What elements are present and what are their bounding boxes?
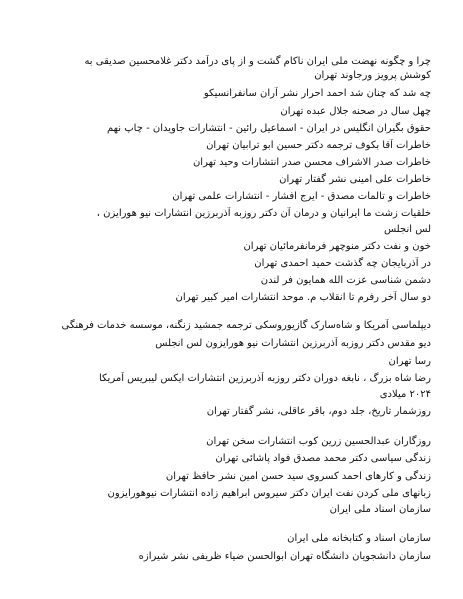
text-line: خاطرات صدر الاشراف محسن صدر انتشارات وحید تهران (192, 157, 431, 168)
text-line: خلقیات زشت ما ایرانیان و درمان آن دکتر روزبه آذربرزین انتشارات نیو هورایزن ، (96, 208, 431, 219)
text-line: چه شد که چنان شد احمد احرار نشر آران سانفرانسیکو (203, 88, 431, 99)
text-line: خاطرات علی امینی نشر گفتار تهران (279, 174, 431, 185)
text-line: ۲۰۲۴ میلادی (379, 389, 431, 400)
text-line: در آذربایجان چه گذشت حمید احمدی تهران (254, 258, 431, 269)
text-line: دیپلماسی آمریکا و شاه‌سارک گازیوروسکی ترجمه جمشید زنگنه، موسسه خدمات فرهنگی (61, 320, 431, 331)
text-line: لس انجلس (383, 224, 431, 235)
text-line: چرا و چگونه نهضت ملی ایران ناکام گشت و از پای درآمد دکتر غلامحسین صدیقی به (84, 56, 431, 67)
text-line: دو سال آخر رفرم تا انقلاب م. موحد انتشارات امیر کبیر تهران (175, 292, 431, 303)
text-line: رسا تهران (388, 356, 431, 367)
text-line: سازمان اسناد و کتابخانه ملی ایران (287, 533, 431, 544)
text-line: کوشش پرویز ورجاوند تهران (314, 70, 431, 81)
text-line: روزشمار تاریخ، جلد دوم، باقر عاقلی، نشر گفتار تهران (206, 406, 431, 417)
text-line: زندگی و کارهای احمد کسروی سید حسن امین نشر حافظ تهران (165, 471, 431, 482)
text-line: چهل سال در صحنه جلال عبده تهران (280, 106, 431, 117)
text-line: خاطرات و تالمات مصدق - ایرج افشار - انتشارات علمی تهران (172, 191, 431, 202)
text-line: رضا شاه بزرگ ، نابغه دوران دکتر روزبه آذربرزین انتشارات ایکس لیبریس آمریکا (98, 373, 431, 384)
text-line: سازمان اسناد ملی ایران (329, 504, 431, 515)
text-line: سازمان دانشجویان دانشگاه تهران ابوالحسن ضیاء ظریفی نشر شیرازه (138, 551, 431, 562)
text-line: دیو مقدس دکتر روزبه آذربرزین انتشارات نیو هورایزون لس انجلس (155, 338, 431, 349)
text-line: زبانهای ملی کردن نفت ایران دکتر سیروس ابراهیم زاده انتشارات نیوهورایزون (107, 488, 431, 499)
text-line: روزگاران عبدالحسین زرین کوب انتشارات سخن تهران (206, 436, 431, 447)
text-line: زندگی سیاسی دکتر محمد مصدق فواد پاشائی تهران (215, 453, 431, 464)
text-line: حقوق بگیران انگلیس در ایران - اسماعیل رائین - انتشارات جاویدان - چاپ نهم (107, 123, 431, 134)
text-line: دشمن شناسی عزت الله همایون فر لندن (260, 275, 431, 286)
text-line: خون و نفت دکتر منوچهر فرمانفرمائیان تهران (243, 241, 431, 252)
text-line: خاطرات آقا بکوف ترجمه دکتر حسین ابو ترابیان تهران (206, 140, 431, 151)
